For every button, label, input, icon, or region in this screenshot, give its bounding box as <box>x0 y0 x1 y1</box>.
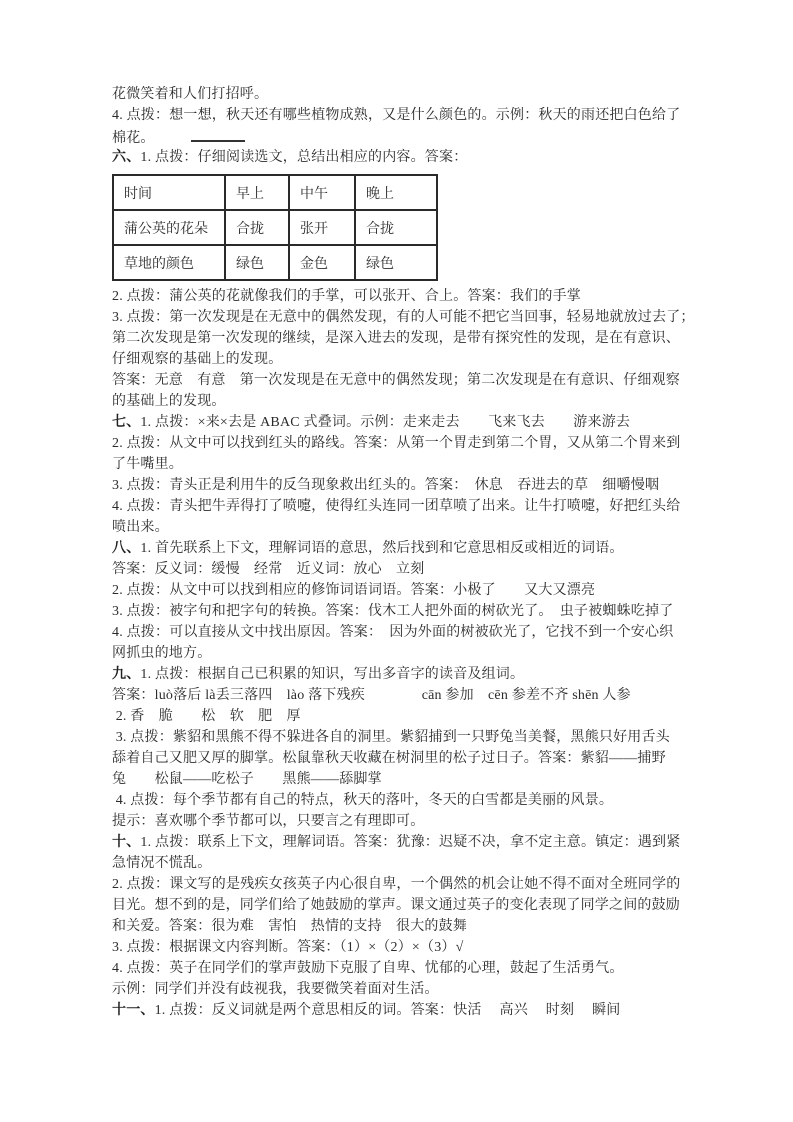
text-line <box>112 748 702 769</box>
table-cell: 合拢 <box>225 210 289 245</box>
text-line <box>112 370 702 391</box>
line-text: 提示：喜欢哪个季节都可以，只要言之有理即可。 <box>112 814 425 829</box>
text-line <box>112 559 702 580</box>
text-line <box>112 601 702 622</box>
table-cell: 中午 <box>289 175 355 210</box>
line-text: 1. 点拨：反义词就是两个意思相反的词。答案：快活 高兴 时刻 瞬间 <box>154 1003 621 1018</box>
text-line <box>112 643 702 664</box>
line-text: 2. 点拨：从文中可以找到红头的路线。答案：从第一个胃走到第二个胃，又从第二个胃来到 <box>112 436 681 451</box>
line-text: 4. 点拨：青头把牛弄得打了喷嚏，使得红头连同一团草喷了出来。让牛打喷嚏，好把红头给 <box>112 499 681 514</box>
text-line <box>112 853 702 874</box>
text-line <box>112 685 702 706</box>
section-line <box>112 412 702 433</box>
line-text: 3. 点拨：根据课文内容判断。答案：（1）×（2）×（3）√ <box>112 940 464 955</box>
text-line <box>112 811 702 832</box>
line-text: 1. 首先联系上下文，理解词语的意思，然后找到和它意思相反或相近的词语。 <box>140 541 624 556</box>
line-text: 示例：同学们并没有歧视我，我要微笑着面对生活。 <box>112 982 439 997</box>
line-text: 的基础上的发现。 <box>112 394 226 409</box>
table-cell: 张开 <box>289 210 355 245</box>
line-text: 4. 点拨：可以直接从文中找出原因。答案： 因为外面的树被砍光了，它找不到一个安心织 <box>112 625 674 640</box>
table-row <box>113 245 437 280</box>
line-text: 网抓虫的地方。 <box>112 646 212 661</box>
line-text: 仔细观察的基础上的发现。 <box>112 352 283 367</box>
text-line <box>112 328 702 349</box>
line-text: 答案：反义词：缓慢 经常 近义词：放心 立刻 <box>112 562 425 577</box>
line-text: 1. 点拨：联系上下文，理解词语。答案：犹豫：迟疑不决，拿不定主意。镇定：遇到紧 <box>140 835 681 850</box>
line-text: 答案：无意 有意 第一次发现是在无意中的偶然发现；第二次发现是在有意识、仔细观察 <box>112 373 680 388</box>
table-cell: 早上 <box>225 175 289 210</box>
line-text: 1. 点拨：仔细阅读选文，总结出相应的内容。答案： <box>140 150 468 165</box>
summary-table <box>112 174 438 281</box>
table-cell: 合拢 <box>355 210 437 245</box>
section-marker: 十、 <box>112 835 141 850</box>
line-text: 4. 点拨：想一想，秋天还有哪些植物成熟，又是什么颜色的。示例：秋天的雨还把白色给了 <box>112 108 681 123</box>
document-content <box>112 84 702 1021</box>
line-text: 1. 点拨：×来×去是 ABAC 式叠词。示例：走来走去 飞来飞去 游来游去 <box>140 415 631 430</box>
line-text: 和关爱。答案：很为难 害怕 热情的支持 很大的鼓舞 <box>112 919 467 934</box>
text-line <box>112 937 702 958</box>
line-text: 3. 点拨：被字句和把字句的转换。答案：伐木工人把外面的树砍光了。 虫子被蜘蛛吃掉了 <box>112 604 674 619</box>
text-line <box>112 126 702 147</box>
text-line <box>112 916 702 937</box>
blank-underline <box>191 126 245 142</box>
table-cell: 草地的颜色 <box>113 245 225 280</box>
section-line <box>112 1000 702 1021</box>
table-cell: 绿色 <box>355 245 437 280</box>
line-text: 了牛嘴里。 <box>112 457 183 472</box>
line-text: 2. 香 脆 松 软 肥 厚 <box>112 709 301 724</box>
section-line <box>112 147 702 168</box>
section-marker: 十一、 <box>112 1003 155 1018</box>
line-text: 喷出来。 <box>112 520 169 535</box>
text-line <box>112 286 702 307</box>
text-line <box>112 349 702 370</box>
line-text: 2. 点拨：课文写的是残疾女孩英子内心很自卑，一个偶然的机会让她不得不面对全班同学的 <box>112 877 681 892</box>
section-marker: 七、 <box>112 415 141 430</box>
section-marker: 八、 <box>112 541 141 556</box>
section-marker: 九、 <box>112 667 141 682</box>
text-line <box>112 517 702 538</box>
text-line <box>112 475 702 496</box>
text-line <box>112 454 702 475</box>
table-cell: 时间 <box>113 175 225 210</box>
table-cell: 蒲公英的花朵 <box>113 210 225 245</box>
text-line <box>112 622 702 643</box>
text-line <box>112 391 702 412</box>
text-line <box>112 958 702 979</box>
section-line <box>112 832 702 853</box>
text-line <box>112 706 702 727</box>
table-cell: 晚上 <box>355 175 437 210</box>
section-line <box>112 538 702 559</box>
text-line <box>112 84 702 105</box>
text-line <box>112 979 702 1000</box>
line-text: 第二次发现是第一次发现的继续，是深入进去的发现，是带有探究性的发现，是在有意识、 <box>112 331 680 346</box>
line-text: 兔 松鼠——吃松子 黑熊——舔脚掌 <box>112 772 382 787</box>
line-text: 3. 点拨：青头正是利用牛的反刍现象救出红头的。答案： 休息 吞进去的草 细嚼慢咽 <box>112 478 660 493</box>
line-text: 急情况不慌乱。 <box>112 856 212 871</box>
line-text: 答案：luò落后 là丢三落四 lào 落下残疾 cān 参加 cēn 参差不齐 shēn 人参 <box>112 688 631 703</box>
table-cell: 绿色 <box>225 245 289 280</box>
line-text: 舔着自己又肥又厚的脚掌。松鼠靠秋天收藏在树洞里的松子过日子。答案：紫貂——捕野 <box>112 751 666 766</box>
text-line <box>112 496 702 517</box>
text-line <box>112 105 702 126</box>
section-line <box>112 664 702 685</box>
line-text: 棉花。 <box>112 131 155 146</box>
text-line <box>112 874 702 895</box>
text-line <box>112 580 702 601</box>
line-text: 3. 点拨：第一次发现是在无意中的偶然发现，有的人可能不把它当回事，轻易地就放过去了； <box>112 310 695 325</box>
text-line <box>112 895 702 916</box>
text-line <box>112 307 702 328</box>
section-marker: 六、 <box>112 150 141 165</box>
table-row <box>113 175 437 210</box>
text-line <box>112 769 702 790</box>
text-line <box>112 433 702 454</box>
line-text: 2. 点拨：蒲公英的花就像我们的手掌，可以张开、合上。答案：我们的手掌 <box>112 289 581 304</box>
table-row <box>113 210 437 245</box>
table-cell: 金色 <box>289 245 355 280</box>
line-text: 4. 点拨：每个季节都有自己的特点，秋天的落叶，冬天的白雪都是美丽的风景。 <box>112 793 614 808</box>
line-text: 目光。想不到的是，同学们给了她鼓励的掌声。课文通过英子的变化表现了同学之间的鼓励 <box>112 898 680 913</box>
line-text: 3. 点拨：紫貂和黑熊不得不躲进各自的洞里。紫貂捕到一只野兔当美餐，黑熊只好用舌头 <box>112 730 670 745</box>
line-text: 1. 点拨：根据自己已积累的知识，写出多音字的读音及组词。 <box>140 667 525 682</box>
line-text: 花微笑着和人们打招呼。 <box>112 87 269 102</box>
line-text: 4. 点拨：英子在同学们的掌声鼓励下克服了自卑、忧郁的心理，鼓起了生活勇气。 <box>112 961 624 976</box>
text-line <box>112 790 702 811</box>
line-text: 2. 点拨：从文中可以找到相应的修饰词语词语。答案：小极了 又大又漂亮 <box>112 583 596 598</box>
text-line <box>112 727 702 748</box>
